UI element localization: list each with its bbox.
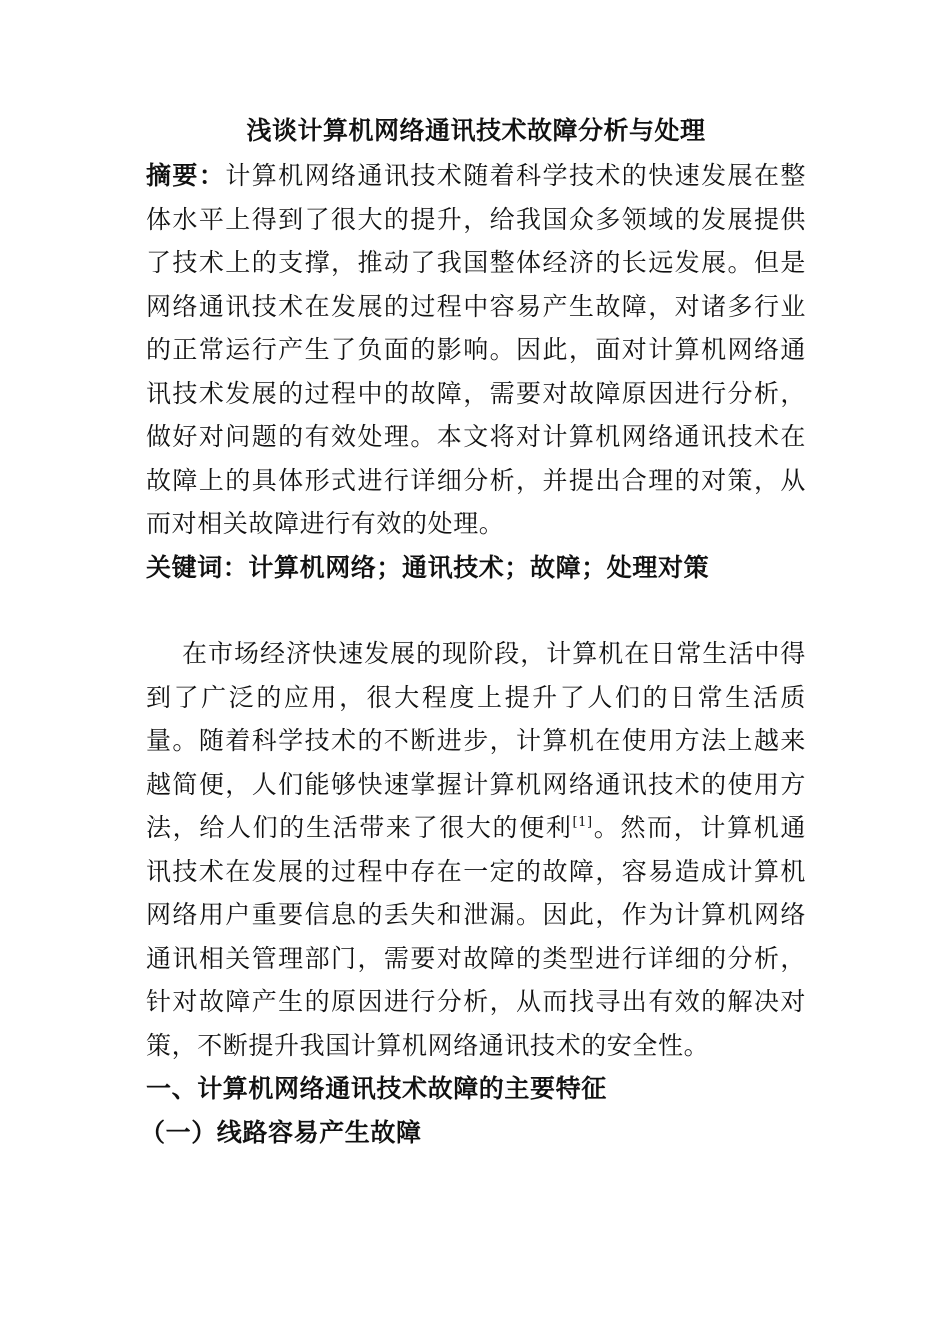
intro-text-part2: 。然而，计算机通讯技术在发展的过程中存在一定的故障，容易造成计算机网络用户重要信息的丢失和泄漏。因此，作为计算机网络通讯相关管理部门，需要对故障的类型进行详细的分析，针对故障产生的原因进行分析，从而找寻出有效的解决对策，不断提升我国计算机网络通讯技术的安全性。	[146, 813, 806, 1060]
abstract-label: 摘要：	[146, 161, 226, 190]
blank-line	[146, 589, 806, 632]
document-title: 浅谈计算机网络通讯技术故障分析与处理	[246, 116, 706, 145]
keywords-label: 关键词：	[146, 552, 249, 582]
keywords-line	[146, 546, 806, 590]
intro-text-part1: 在市场经济快速发展的现阶段，计算机在日常生活中得到了广泛的应用，很大程度上提升了人们的日常生活质量。随着科学技术的不断进步，计算机在使用方法上越来越简便，人们能够快速掌握计算机网络通讯技术的使用方法，给人们的生活带来了很大的便利	[146, 639, 806, 842]
abstract-paragraph	[146, 154, 806, 546]
subsection-heading: （一）线路容易产生故障	[140, 1117, 422, 1147]
section-heading: 一、计算机网络通讯技术故障的主要特征	[146, 1074, 607, 1103]
abstract-text: 计算机网络通讯技术随着科学技术的快速发展在整体水平上得到了很大的提升，给我国众多领域的发展提供了技术上的支撑，推动了我国整体经济的长远发展。但是网络通讯技术在发展的过程中容易产生故障，对诸多行业的正常运行产生了负面的影响。因此，面对计算机网络通讯技术发展的过程中的故障，需要对故障原因进行分析，做好对问题的有效处理。本文将对计算机网络通讯技术在故障上的具体形式进行详细分析，并提出合理的对策，从而对相关故障进行有效的处理。	[146, 161, 807, 538]
intro-paragraph	[146, 632, 806, 1067]
keywords-text: 计算机网络；通讯技术；故障；处理对策	[248, 552, 710, 582]
citation-reference[interactable]: [1]	[572, 815, 593, 830]
